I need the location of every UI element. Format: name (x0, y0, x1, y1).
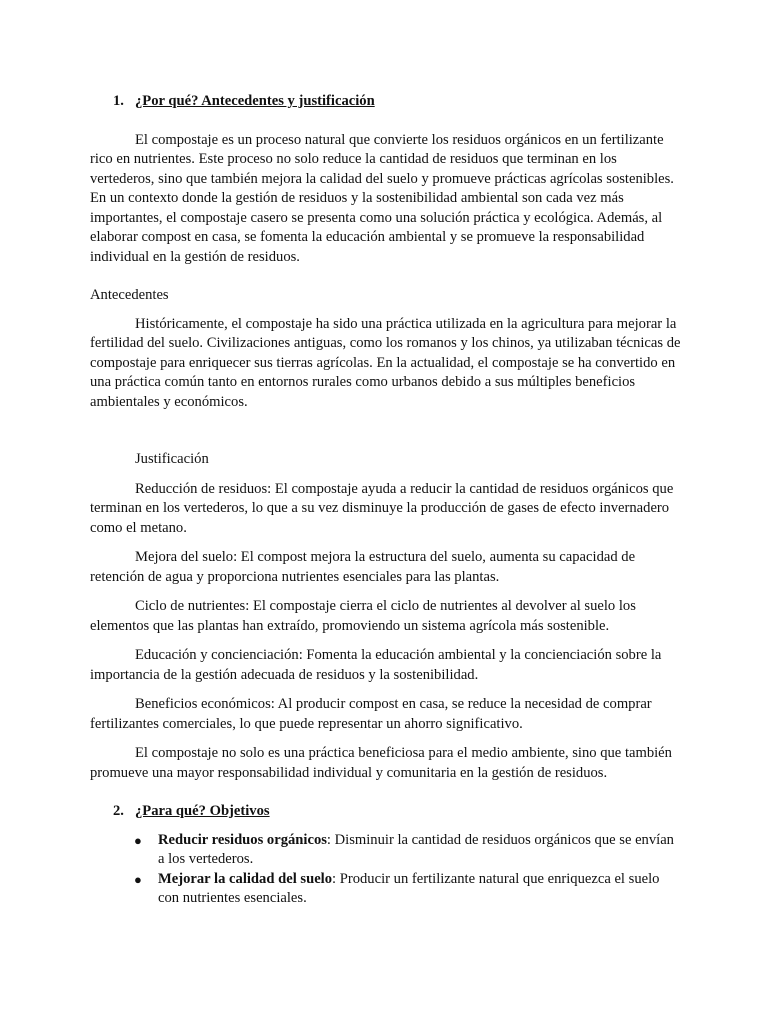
justificacion-heading: Justificación (135, 451, 209, 467)
justificacion-item: Reducción de residuos: El compostaje ayuda a reducir la cantidad de residuos orgánicos que terminan en los vertederos, lo que a su vez disminuye la producción de gases de efecto invernadero como el metano. (90, 480, 674, 536)
section-2-number: 2. (113, 803, 124, 819)
objective-bold: Reducir residuos orgánicos (158, 831, 327, 848)
objective-item (90, 831, 682, 870)
antecedentes-heading: Antecedentes (90, 287, 169, 303)
justificacion-item: Beneficios económicos: Al producir compost en casa, se reduce la necesidad de comprar fertilizantes comerciales, lo que puede representar un ahorro significativo. (90, 696, 652, 732)
objective-text: : Disminuir la cantidad de residuos orgánicos que se envían a los vertederos. (158, 831, 674, 867)
document-page (90, 92, 682, 909)
antecedentes-paragraph: Históricamente, el compostaje ha sido una práctica utilizada en la agricultura para mejorar la fertilidad del suelo. Civilizaciones antiguas, como los romanos y los chinos, ya utilizaban técnicas de compostaje para enriquecer sus tierras agrícolas. En la actualidad, el compostaje se ha convertido en una práctica común tanto en entornos rurales como urbanos debido a sus múltiples beneficios ambientales y económicos. (90, 315, 681, 410)
section-1-title: ¿Por qué? Antecedentes y justificación (135, 93, 375, 109)
section-2-heading (90, 802, 682, 822)
section-1-number: 1. (113, 93, 124, 109)
section-1-heading (90, 92, 682, 112)
objectives-list (90, 831, 682, 909)
bullet-icon: ● (134, 871, 142, 887)
justificacion-item: Educación y concienciación: Fomenta la educación ambiental y la concienciación sobre la importancia de la gestión adecuada de residuos y la sostenibilidad. (90, 647, 662, 683)
objective-text: : Producir un fertilizante natural que enriquezca el suelo con nutrientes esenciales. (158, 870, 660, 906)
objective-item (90, 870, 682, 909)
section-2-title: ¿Para qué? Objetivos (135, 803, 270, 819)
objective-bold: Mejorar la calidad del suelo (158, 870, 333, 887)
conclusion-paragraph: El compostaje no solo es una práctica beneficiosa para el medio ambiente, sino que también promueve una mayor responsabilidad individual y comunitaria en la gestión de residuos. (90, 745, 672, 781)
justificacion-item: Mejora del suelo: El compost mejora la estructura del suelo, aumenta su capacidad de retención de agua y proporciona nutrientes esenciales para las plantas. (90, 549, 636, 585)
justificacion-item: Ciclo de nutrientes: El compostaje cierra el ciclo de nutrientes al devolver al suelo los elementos que las plantas han extraído, promoviendo un sistema agrícola más sostenible. (90, 598, 636, 634)
intro-paragraph: El compostaje es un proceso natural que convierte los residuos orgánicos en un fertilizante rico en nutrientes. Este proceso no solo reduce la cantidad de residuos que terminan en los vertederos, sino que también mejora la calidad del suelo y promueve prácticas agrícolas sostenibles. En un contexto donde la gestión de residuos y la sostenibilidad ambiental son cada vez más importantes, el compostaje casero se presenta como una solución práctica y ecológica. Además, al elaborar compost en casa, se fomenta la educación ambiental y se promueve la responsabilidad individual en la gestión de residuos. (90, 131, 674, 265)
bullet-icon: ● (134, 832, 142, 848)
